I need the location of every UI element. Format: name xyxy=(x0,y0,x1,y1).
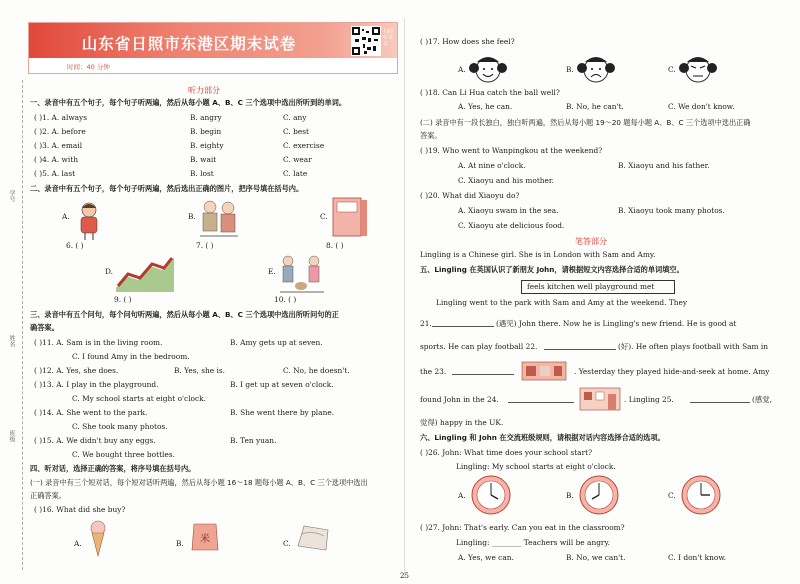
pic-label-e: E. xyxy=(268,267,276,276)
q8-blank[interactable]: 8. ( ) xyxy=(326,241,344,250)
listening-section-title: 听力部分 xyxy=(188,86,220,95)
people-dog-pic-icon[interactable] xyxy=(278,254,326,294)
q14-a[interactable]: ( )14. A. She went to the park. xyxy=(34,408,148,417)
q13-b[interactable]: B. I get up at seven o'clock. xyxy=(230,380,334,389)
great-wall-pic-icon[interactable] xyxy=(116,252,174,292)
q18-b[interactable]: B. No, he can't. xyxy=(566,102,624,111)
q26-reply: Lingling: My school starts at eight o'clock. xyxy=(456,462,616,471)
grandparents-pic-icon[interactable] xyxy=(198,198,240,240)
pic-label-d: D. xyxy=(105,267,114,276)
passage-line-6: 觉得) happy in the UK. xyxy=(420,418,504,427)
part4-heading: 四、听对话，选择正确的答案，将序号填在括号内。 xyxy=(30,464,196,473)
q27-c[interactable]: C. I don't know. xyxy=(668,553,727,562)
q17-label-b: B. xyxy=(566,65,574,74)
q16-label-b: B. xyxy=(176,539,184,548)
q13-c[interactable]: C. My school starts at eight o'clock. xyxy=(72,394,206,403)
q15-a[interactable]: ( )15. A. We didn't buy any eggs. xyxy=(34,436,156,445)
q14-c[interactable]: C. She took many photos. xyxy=(72,422,168,431)
pic-label-a: A. xyxy=(62,212,70,221)
passage-line-2: (遇见) John there. Now he is Lingling's new friend. He is good at xyxy=(496,319,737,328)
q20-c[interactable]: C. Xiaoyu ate delicious food. xyxy=(458,221,565,230)
part4-sub1: (一) 录音中有三个短对话，每个短对话听两遍，然后从每小题 16～18 题每小题 A、B、C 三个选项中选出 xyxy=(30,478,368,487)
q20-text: ( )20. What did Xiaoyu do? xyxy=(420,191,520,200)
q20-b[interactable]: B. Xiaoyu took many photos. xyxy=(618,206,725,215)
part1-heading: 一、录音中有五个句子，每个句子听两遍，然后从每小题 A、B、C 三个选项中选出所听到的单词。 xyxy=(30,98,347,107)
pic-label-b: B. xyxy=(188,212,196,221)
q19-b[interactable]: B. Xiaoyu and his father. xyxy=(618,161,710,170)
q11-c[interactable]: C. I found Amy in the bedroom. xyxy=(72,352,190,361)
passage-line-3b: (好). He often plays football with Sam in xyxy=(618,342,769,351)
page-title: 山东省日照市东港区期末试卷 xyxy=(81,34,297,53)
rice-bag-icon[interactable] xyxy=(190,518,220,552)
q12-c[interactable]: C. No, he doesn't. xyxy=(283,366,350,375)
book-pic-icon[interactable] xyxy=(331,196,371,240)
part4-sub1-cont: 正确答案。 xyxy=(30,491,66,500)
q26-text: ( )26. John: What time does your school start? xyxy=(420,448,593,457)
q12-b[interactable]: B. Yes, she is. xyxy=(174,366,226,375)
part3-heading-cont: 确答案。 xyxy=(30,323,59,332)
passage-line-4b: . Yesterday they played hide-and-seek at home. Amy xyxy=(574,367,770,376)
part4b-heading-cont: 答案。 xyxy=(420,131,442,140)
page-number: 25 xyxy=(400,572,409,580)
passage-line-5b: . Lingling 25. xyxy=(624,395,674,404)
passage-intro: Lingling is a Chinese girl. She is in London with Sam and Amy. xyxy=(420,250,656,259)
q9-blank[interactable]: 9. ( ) xyxy=(114,295,132,304)
playground-pic-icon[interactable] xyxy=(520,358,570,384)
answer-21-input[interactable] xyxy=(432,326,494,327)
angry-face-icon[interactable] xyxy=(678,52,718,86)
part5-heading: 五、Lingling 在英国认识了新朋友 John，请根据短文内容选择合适的单词填空。 xyxy=(420,265,684,274)
q2-option-b[interactable]: B. begin xyxy=(190,127,222,136)
q17-text: ( )17. How does she feel? xyxy=(420,37,515,46)
passage-line-5c: (感觉, xyxy=(752,395,773,404)
q17-label-c: C. xyxy=(668,65,676,74)
q12-a[interactable]: ( )12. A. Yes, she does. xyxy=(34,366,119,375)
binding-line xyxy=(22,80,23,570)
part4b-heading: (二) 录音中有一段长独白，独白听两遍，然后从每小题 19～20 题每小题 A、B、C 三个选项中选出正确 xyxy=(420,118,751,127)
q13-a[interactable]: ( )13. A. I play in the playground. xyxy=(34,380,159,389)
part3-heading: 三、录音中有五个问句，每个问句听两遍，然后从每小题 A、B、C 三个选项中选出所听问句的正 xyxy=(30,310,339,319)
clock-a-icon[interactable] xyxy=(470,474,512,516)
q11-a[interactable]: ( )11. A. Sam is in the living room. xyxy=(34,338,163,347)
margin-student-id: 学号 xyxy=(8,190,15,202)
column-divider xyxy=(404,18,405,578)
part6-heading: 六、Lingling 和 John 在交流班级规则，请根据对话内容选择合适的选项。 xyxy=(420,433,665,442)
passage-line-3a: sports. He can play football 22. xyxy=(420,342,538,351)
q19-c[interactable]: C. Xiaoyu and his mother. xyxy=(458,176,554,185)
answer-23-input[interactable] xyxy=(452,374,514,375)
q18-text: ( )18. Can Li Hua catch the ball well? xyxy=(420,88,560,97)
q15-b[interactable]: B. Ten yuan. xyxy=(230,436,277,445)
q1-option-a[interactable]: ( )1. A. always xyxy=(34,113,88,122)
clock-c-icon[interactable] xyxy=(680,474,722,516)
q27-b[interactable]: B. No, we can't. xyxy=(566,553,626,562)
qr-code-icon[interactable] xyxy=(351,26,381,56)
kitchen-pic-icon[interactable] xyxy=(578,384,622,412)
q3-option-a[interactable]: ( )3. A. email xyxy=(34,141,83,150)
q27-a[interactable]: A. Yes, we can. xyxy=(458,553,514,562)
q2-option-a[interactable]: ( )2. A. before xyxy=(34,127,86,136)
q4-option-c[interactable]: C. wear xyxy=(283,155,312,164)
margin-class: 班级 xyxy=(8,430,15,442)
q2-option-c[interactable]: C. best xyxy=(283,127,309,136)
q26-label-b: B. xyxy=(566,491,574,500)
q27-reply: Lingling: ________ Teachers will be angry. xyxy=(456,538,611,547)
exam-banner xyxy=(28,22,398,74)
q18-a[interactable]: A. Yes, he can. xyxy=(458,102,513,111)
q3-option-b[interactable]: B. eighty xyxy=(190,141,224,150)
word-bank: feels kitchen well playground met xyxy=(527,282,655,291)
q16-label-c: C. xyxy=(283,539,291,548)
q6-blank[interactable]: 6. ( ) xyxy=(66,241,84,250)
q17-label-a: A. xyxy=(458,65,466,74)
answer-24-input[interactable] xyxy=(508,402,574,403)
q5-option-a[interactable]: ( )5. A. last xyxy=(34,169,76,178)
happy-face-icon[interactable] xyxy=(468,52,508,86)
q10-blank[interactable]: 10. ( ) xyxy=(274,295,297,304)
q19-a[interactable]: A. At nine o'clock. xyxy=(458,161,526,170)
q11-b[interactable]: B. Amy gets up at seven. xyxy=(230,338,323,347)
q16-text: ( )16. What did she buy? xyxy=(34,505,126,514)
q16-label-a: A. xyxy=(74,539,82,548)
q26-label-a: A. xyxy=(458,491,466,500)
part2-heading: 二、录音中有五个句子，每个句子听两遍，然后选出正确的图片，把序号填在括号内。 xyxy=(30,184,304,193)
cheese-icon[interactable] xyxy=(296,520,330,554)
q3-option-c[interactable]: C. exercise xyxy=(283,141,325,150)
pic-label-c: C. xyxy=(320,212,328,221)
q4-option-a[interactable]: ( )4. A. with xyxy=(34,155,78,164)
q20-a[interactable]: A. Xiaoyu swam in the sea. xyxy=(458,206,559,215)
q15-c[interactable]: C. We bought three bottles. xyxy=(72,450,175,459)
passage-line-5a: found John in the 24. xyxy=(420,395,499,404)
answer-25-input[interactable] xyxy=(690,402,750,403)
exam-time: 时间：40 分钟 xyxy=(67,63,110,71)
q5-option-c[interactable]: C. late xyxy=(283,169,308,178)
passage-q21-number: 21. xyxy=(420,319,432,328)
clock-b-icon[interactable] xyxy=(578,474,620,516)
q4-option-b[interactable]: B. wait xyxy=(190,155,217,164)
q27-text: ( )27. John: That's early. Can you eat in the classroom? xyxy=(420,523,625,532)
sad-face-icon[interactable] xyxy=(576,52,616,86)
q26-label-c: C. xyxy=(668,491,676,500)
q1-option-b[interactable]: B. angry xyxy=(190,113,222,122)
qr-caption: 扫码听录音 xyxy=(383,29,394,47)
q1-option-c[interactable]: C. any xyxy=(283,113,307,122)
answer-22-input[interactable] xyxy=(544,349,616,350)
q14-b[interactable]: B. She went there by plane. xyxy=(230,408,335,417)
q5-option-b[interactable]: B. lost xyxy=(190,169,214,178)
ice-cream-icon[interactable] xyxy=(88,520,108,558)
boy-pic-icon[interactable] xyxy=(74,200,104,240)
margin-name: 姓名 xyxy=(8,335,15,347)
passage-line-4a: the 23. xyxy=(420,367,447,376)
svg-text:米: 米 xyxy=(200,534,210,545)
writing-section-title: 笔答部分 xyxy=(575,237,607,246)
q19-text: ( )19. Who went to Wanpingkou at the weekend? xyxy=(420,146,603,155)
q18-c[interactable]: C. We don't know. xyxy=(668,102,735,111)
q7-blank[interactable]: 7. ( ) xyxy=(196,241,214,250)
passage-line-1: Lingling went to the park with Sam and Amy at the weekend. They xyxy=(436,298,688,307)
